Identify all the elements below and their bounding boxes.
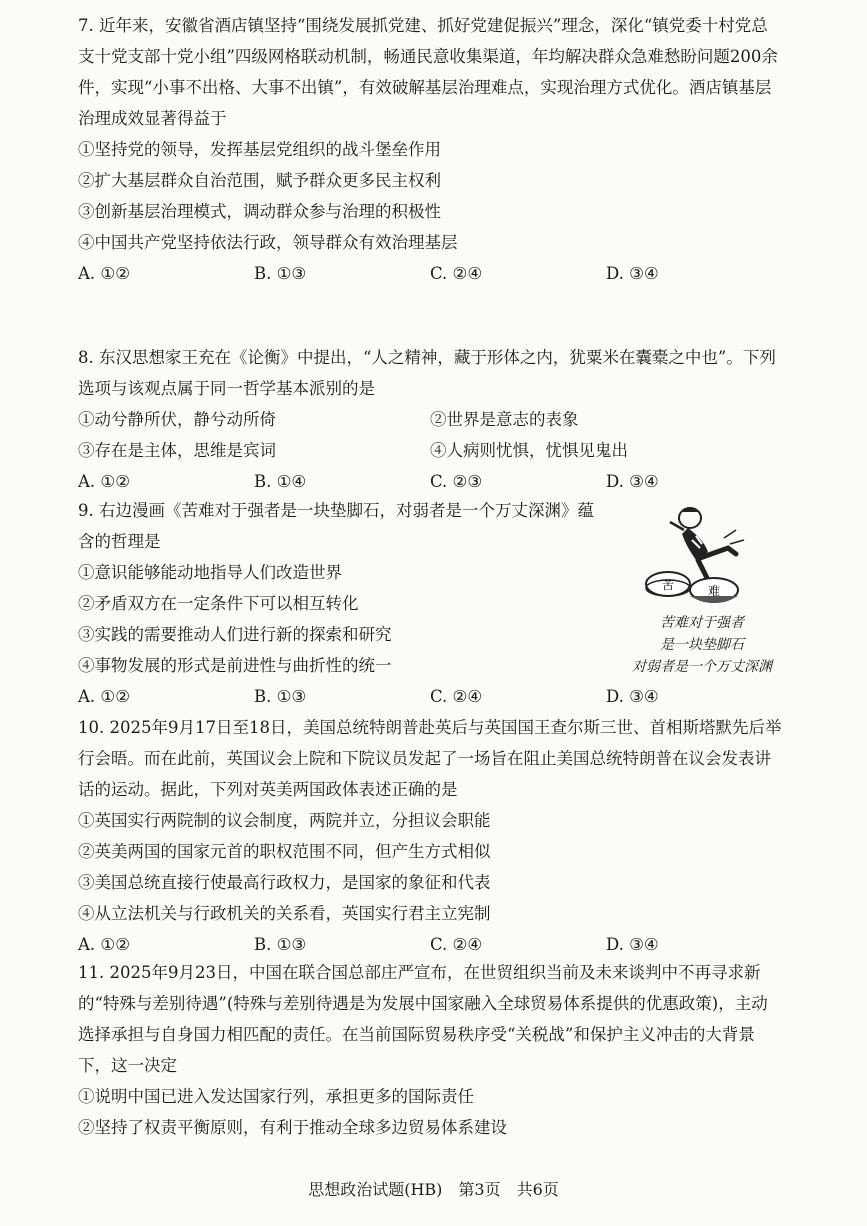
statement-3: ③美国总统直接行使最高行政权力，是国家的象征和代表	[78, 873, 491, 892]
question-stem: 8. 东汉思想家王充在《论衡》中提出，“人之精神，藏于形体之内，犹粟米在囊橐之中也”。下列选项与该观点属于同一哲学基本派别的是	[78, 348, 776, 398]
statement-3: ③创新基层治理模式，调动群众参与治理的积极性	[78, 202, 441, 221]
statement-2: ②世界是意志的表象	[430, 410, 579, 429]
question-10	[78, 712, 782, 960]
statement-2: ②坚持了权责平衡原则，有利于推动全球多边贸易体系建设	[78, 1118, 507, 1137]
answer-choices	[78, 681, 782, 712]
page-footer: 思想政治试题(HB) 第3页 共6页	[308, 1180, 559, 1199]
statement-row	[78, 404, 782, 435]
question-11	[78, 957, 782, 1143]
choice-b: B. ①④	[254, 472, 307, 491]
cartoon-caption-line2: 是一块垫脚石	[660, 637, 744, 653]
choice-a: A. ①②	[78, 472, 130, 491]
choice-a: A. ①②	[78, 687, 130, 706]
statement-4: ④中国共产党坚持依法行政，领导群众有效治理基层	[78, 233, 458, 252]
statement-4: ④从立法机关与行政机关的关系看，英国实行君主立宪制	[78, 904, 491, 923]
statement-1: ①意识能够能动地指导人们改造世界	[78, 563, 342, 582]
choice-a: A. ①②	[78, 264, 130, 283]
question-9-choices	[78, 681, 782, 712]
statement-row	[78, 435, 782, 466]
choice-d: D. ③④	[606, 935, 659, 954]
statement-2: ②矛盾双方在一定条件下可以相互转化	[78, 594, 359, 613]
statement-4: ④人病则忧惧，忧惧见鬼出	[430, 441, 628, 460]
statement-4: ④事物发展的形式是前进性与曲折性的统一	[78, 656, 392, 675]
choice-d: D. ③④	[606, 472, 659, 491]
choice-c: C. ②④	[430, 687, 483, 706]
answer-choices	[78, 929, 782, 960]
statement-1: ①说明中国已进入发达国家行列，承担更多的国际责任	[78, 1087, 474, 1106]
statement-1: ①动兮静所伏，静兮动所倚	[78, 410, 276, 429]
statement-3: ③实践的需要推动人们进行新的探索和研究	[78, 625, 392, 644]
choice-c: C. ②③	[430, 472, 483, 491]
stone-label-right: 难	[707, 584, 721, 598]
choice-c: C. ②④	[430, 264, 483, 283]
question-stem: 7. 近年来，安徽省酒店镇坚持“围绕发展抓党建、抓好党建促振兴”理念，深化“镇党委十村党总支十党支部十党小组”四级网格联动机制，畅通民意收集渠道，年均解决群众急难愁盼问题200余件，实现“小事不出格、大事不出镇”，有效破解基层治理难点，实现治理方式优化。酒店镇基层治理成效显著得益于	[78, 16, 778, 128]
statement-2: ②扩大基层群众自治范围，赋予群众更多民主权利	[78, 171, 441, 190]
cartoon-caption-line3: 对弱者是一个万丈深渊	[632, 659, 772, 675]
choice-b: B. ①③	[254, 264, 307, 283]
statement-2: ②英美两国的国家元首的职权范围不同，但产生方式相似	[78, 842, 491, 861]
cartoon-caption-line1: 苦难对于强者	[660, 615, 744, 631]
question-7	[78, 10, 782, 289]
statement-1: ①英国实行两院制的议会制度，两院并立，分担议会职能	[78, 811, 491, 830]
statement-1: ①坚持党的领导，发挥基层党组织的战斗堡垒作用	[78, 140, 441, 159]
choice-d: D. ③④	[606, 264, 659, 283]
choice-d: D. ③④	[606, 687, 659, 706]
choice-b: B. ①③	[254, 687, 307, 706]
stone-label-left: 苦	[661, 578, 675, 592]
question-9	[78, 495, 598, 681]
answer-choices	[78, 466, 782, 497]
question-stem: 11. 2025年9月23日，中国在联合国总部庄严宣布，在世贸组织当前及未来谈判中不再寻求新的“特殊与差别待遇”(特殊与差别待遇是为发展中国家融入全球贸易体系提供的优惠政策)，主动选择承担与自身国力相匹配的责任。在当前国际贸易秩序受“关税战”和保护主义冲击的大背景下，这一决定	[78, 963, 768, 1075]
question-stem: 9. 右边漫画《苦难对于强者是一块垫脚石，对弱者是一个万丈深渊》蕴含的哲理是	[78, 501, 594, 551]
choice-b: B. ①③	[254, 935, 307, 954]
choice-c: C. ②④	[430, 935, 483, 954]
question-stem: 10. 2025年9月17日至18日，美国总统特朗普赴英后与英国国王查尔斯三世、首相斯塔默先后举行会晤。而在此前，英国议会上院和下院议员发起了一场旨在阻止美国总统特朗普在议会发表讲话的运动。据此，下列对英美两国政体表述正确的是	[78, 718, 782, 799]
statement-3: ③存在是主体，思维是宾词	[78, 441, 276, 460]
answer-choices	[78, 258, 782, 289]
choice-a: A. ①②	[78, 935, 130, 954]
question-8	[78, 342, 782, 497]
